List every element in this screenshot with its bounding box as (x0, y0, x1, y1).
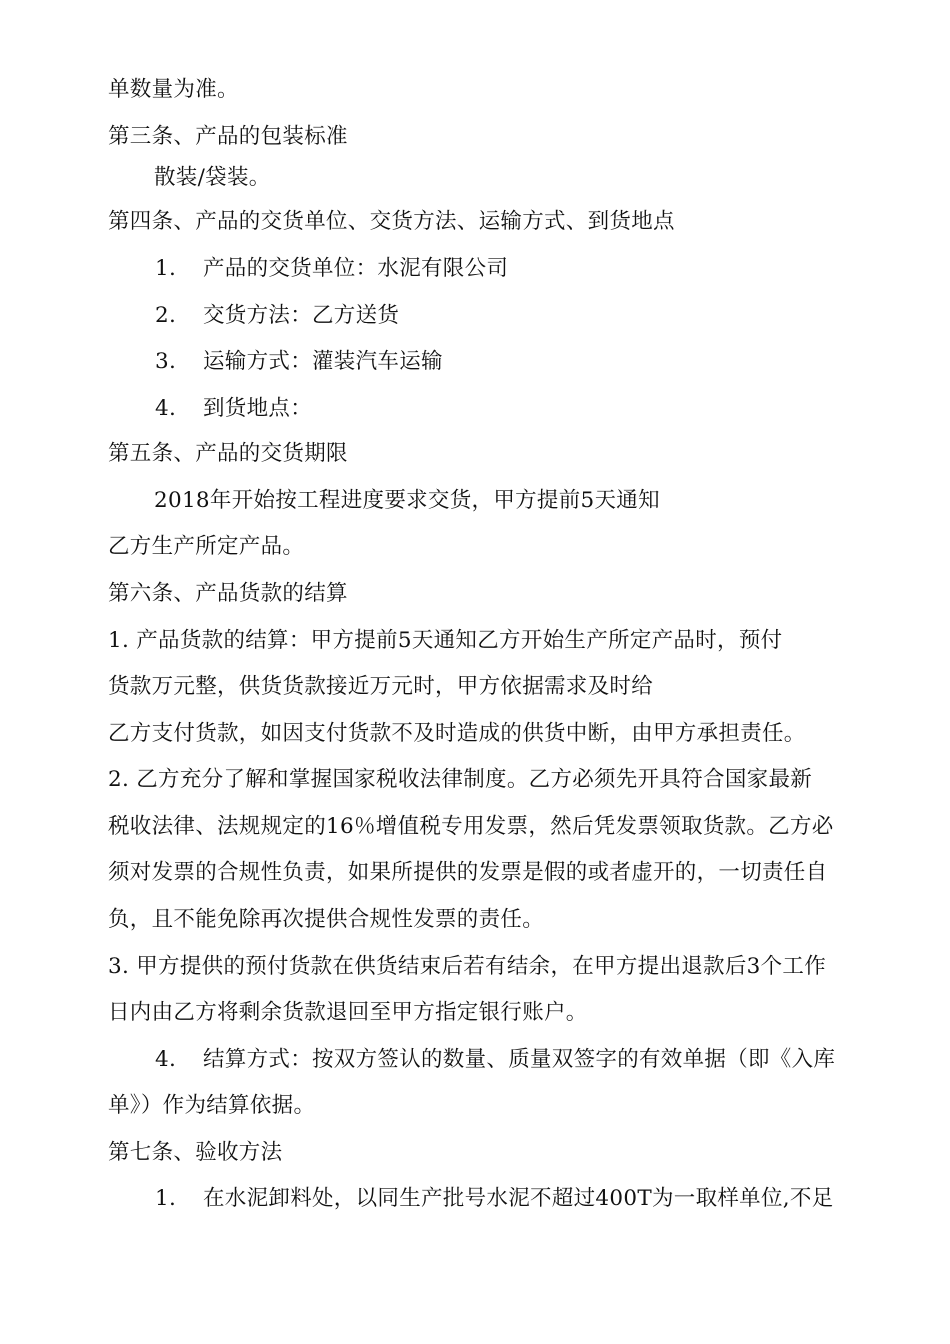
article-6-p2-line: 2. 乙方充分了解和掌握国家税收法律制度。乙方必须先开具符合国家最新 (108, 767, 813, 792)
item-text: 交货方法：乙方送货 (203, 303, 400, 328)
article-6-p3-line: 3. 甲方提供的预付货款在供货结束后若有结余，在甲方提出退款后3个工作 (108, 954, 827, 979)
article-4-item (155, 302, 399, 330)
article-4-item (155, 395, 312, 423)
item-number: 4. (155, 396, 177, 421)
item-number: 3. (155, 349, 177, 374)
item-number: 1. (155, 256, 177, 281)
article-4-item (155, 348, 443, 376)
article-6-p1-line: 1. 产品货款的结算：甲方提前5天通知乙方开始生产所定产品时，预付 (108, 628, 783, 653)
article-6-p4-line (155, 1046, 835, 1074)
item-text: 到货地点： (203, 396, 313, 421)
article-4-heading: 第四条、产品的交货单位、交货方法、运输方式、到货地点 (108, 209, 675, 234)
article-4-item (155, 255, 508, 283)
article-3-body: 散装/袋装。 (154, 165, 271, 190)
item-number: 4. (155, 1047, 177, 1072)
article-6-p2-line: 须对发票的合规性负责，如果所提供的发票是假的或者虚开的，一切责任自 (108, 860, 828, 885)
article-5-line: 乙方生产所定产品。 (108, 534, 305, 559)
item-text: 运输方式：灌装汽车运输 (203, 349, 443, 374)
item-text: 产品的交货单位：水泥有限公司 (203, 256, 509, 281)
article-6-p4-line: 单》）作为结算依据。 (108, 1093, 316, 1118)
item-number: 1. (155, 1186, 177, 1211)
article-6-p2-line: 负，且不能免除再次提供合规性发票的责任。 (108, 907, 545, 932)
article-7-heading: 第七条、验收方法 (108, 1140, 283, 1165)
continuation-line: 单数量为准。 (108, 77, 239, 102)
article-6-p1-line: 货款万元整，供货货款接近万元时，甲方依据需求及时给 (108, 674, 654, 699)
article-5-line: 2018年开始按工程进度要求交货，甲方提前5天通知 (154, 488, 660, 513)
item-text: 结算方式：按双方签认的数量、质量双签字的有效单据（即《入库 (203, 1047, 836, 1072)
item-number: 2. (155, 303, 177, 328)
article-5-heading: 第五条、产品的交货期限 (108, 441, 348, 466)
article-6-p3-line: 日内由乙方将剩余货款退回至甲方指定银行账户。 (108, 1000, 588, 1025)
article-3-heading: 第三条、产品的包装标准 (108, 124, 348, 149)
article-6-heading: 第六条、产品货款的结算 (108, 581, 348, 606)
article-6-p1-line: 乙方支付货款，如因支付货款不及时造成的供货中断，由甲方承担责任。 (108, 721, 806, 746)
article-7-item (155, 1185, 834, 1213)
article-6-p2-line: 税收法律、法规规定的16％增值税专用发票，然后凭发票领取货款。乙方必 (108, 814, 834, 839)
item-text: 在水泥卸料处，以同生产批号水泥不超过400T为一取样单位,不足 (203, 1186, 834, 1211)
